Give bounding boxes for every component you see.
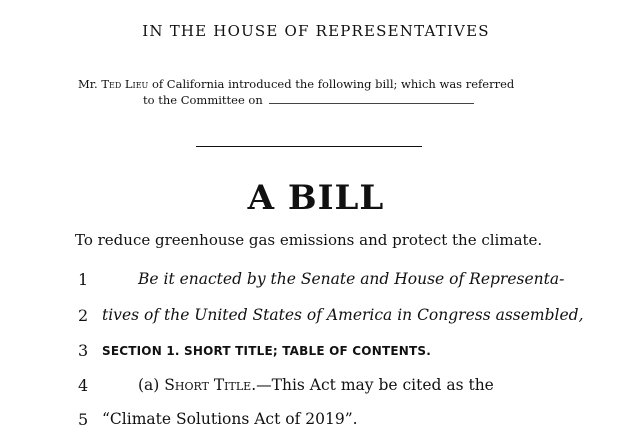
intro-line2	[78, 92, 558, 108]
section-heading: SECTION 1. SHORT TITLE; TABLE OF CONTENTS.	[102, 344, 431, 358]
committee-blank	[269, 93, 474, 104]
short-title-text: .—This Act may be cited as the	[251, 376, 494, 394]
short-title-heading: Short Title	[164, 376, 252, 394]
divider-rule	[196, 146, 422, 147]
line-number: 5	[78, 410, 89, 429]
enacting-clause-line1: Be it enacted by the Senate and House of Representa-	[138, 270, 565, 288]
line-number: 3	[78, 341, 89, 360]
bill-purpose: To reduce greenhouse gas emissions and protect the climate.	[75, 231, 543, 249]
committee-label: to the Committee on	[143, 93, 263, 107]
subsection-label: (a)	[138, 376, 165, 394]
enacting-clause-line2: tives of the United States of America in Congress assembled,	[102, 306, 584, 324]
line-number: 2	[78, 306, 89, 325]
line-number: 1	[78, 270, 89, 289]
line-number: 4	[78, 376, 89, 395]
intro-line1-rest: of California introduced the following bill; which was referred	[148, 77, 515, 91]
sponsor-name: Ted Lieu	[101, 77, 149, 91]
intro-prefix: Mr.	[78, 77, 102, 91]
bill-title: A BILL	[247, 178, 385, 218]
chamber-heading: IN THE HOUSE OF REPRESENTATIVES	[142, 22, 490, 40]
introduction-paragraph	[78, 76, 558, 108]
act-name-line: “Climate Solutions Act of 2019”.	[102, 410, 358, 428]
short-title-line	[138, 376, 550, 394]
